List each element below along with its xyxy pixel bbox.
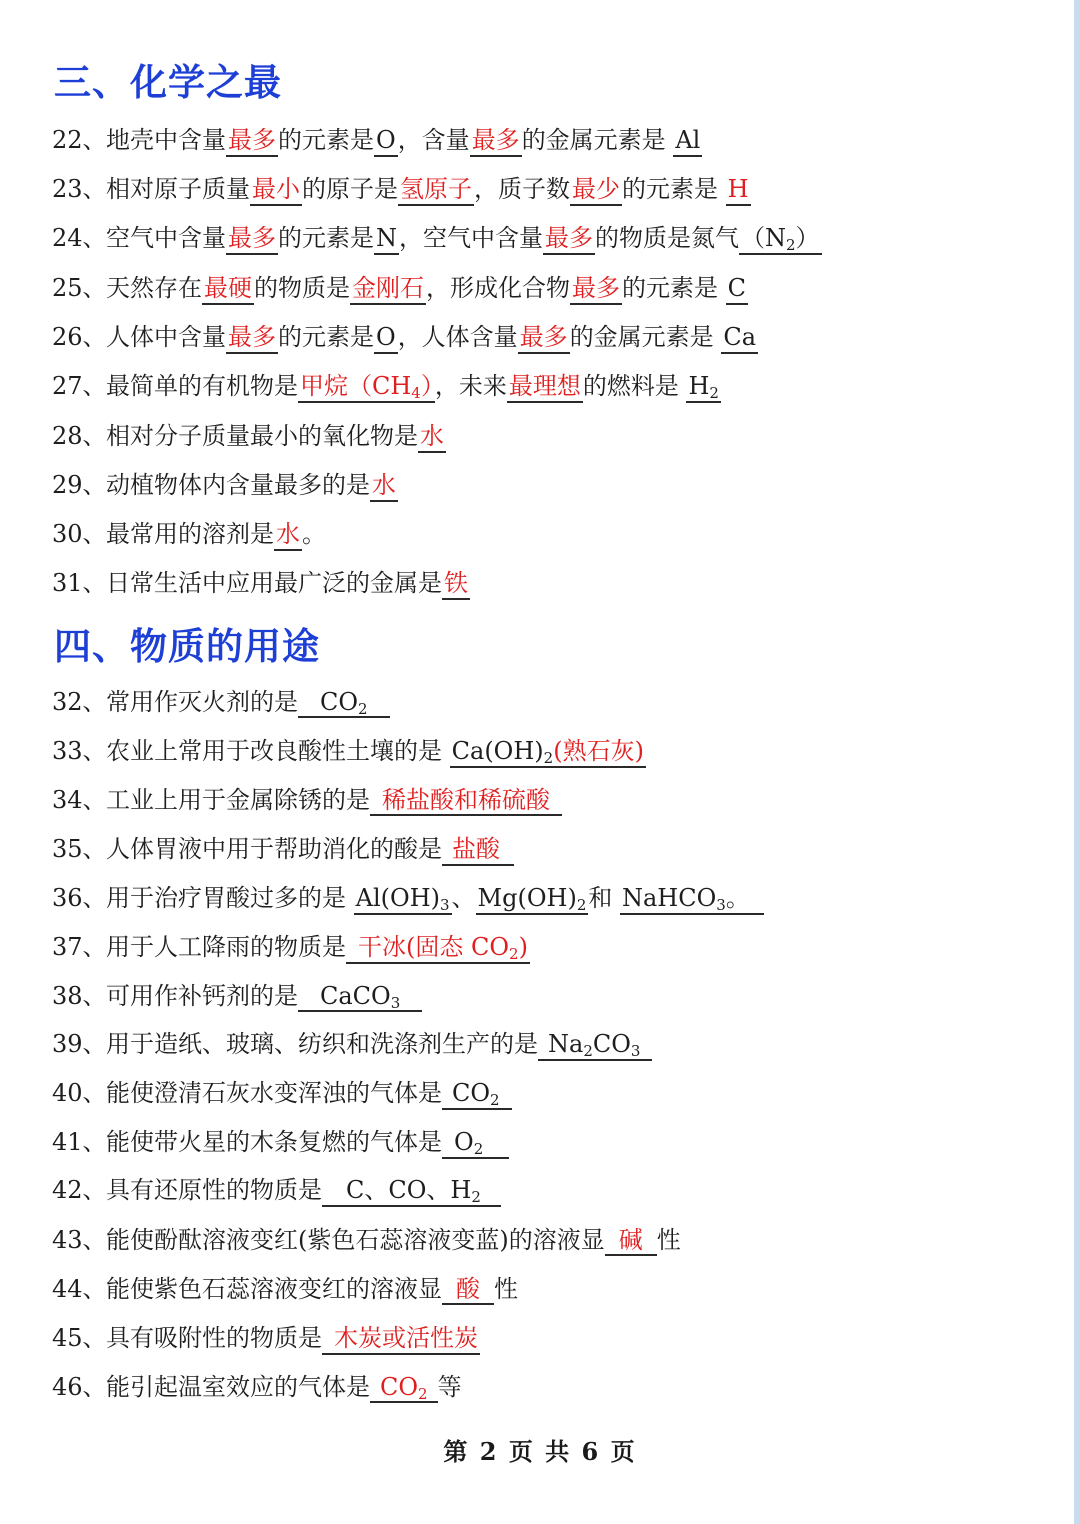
item-text: 相对原子质量 [106, 175, 250, 203]
item-text: 能使酚酞溶液变红(紫色石蕊溶液变蓝)的溶液显 [106, 1226, 605, 1254]
list-item [52, 167, 751, 211]
item-number: 36、 [52, 884, 107, 912]
list-item [52, 876, 764, 920]
item-text: 的元素是 [278, 224, 374, 252]
item-number: 38、 [52, 982, 107, 1010]
answer [298, 688, 390, 718]
formula-text: CO [592, 1030, 631, 1058]
answer: N [374, 224, 399, 255]
item-text: 的元素是 [278, 323, 374, 351]
list-item [52, 512, 326, 556]
list-item [52, 925, 530, 969]
formula-text: ） [420, 372, 433, 400]
list-item [52, 266, 748, 310]
item-text: 可用作补钙剂的是 [106, 982, 298, 1010]
subscript: 2 [543, 749, 554, 767]
formula-text: ） [795, 224, 820, 252]
item-text: 人体胃液中用于帮助消化的酸是 [106, 835, 442, 863]
answer: 木炭或活性炭 [322, 1324, 480, 1355]
item-text: 的物质是氮气 [595, 224, 739, 252]
item-number: 45、 [52, 1324, 107, 1352]
answer: 最多 [226, 323, 278, 354]
list-item [52, 1071, 512, 1115]
item-text: 能引起温室效应的气体是 [106, 1373, 370, 1401]
formula-text: NaHCO [622, 884, 717, 912]
list-item [52, 364, 721, 408]
formula-text: (熟石灰) [553, 737, 644, 765]
answer: O [374, 323, 398, 354]
item-text: 性 [656, 1226, 681, 1254]
item-text: 的燃料是 [582, 372, 679, 400]
item-text: 地壳中含量 [106, 126, 226, 154]
formula-text: CO [452, 1079, 491, 1107]
item-text: 空气中含量 [106, 224, 226, 252]
item-text: 用于治疗胃酸过多的是 [106, 884, 346, 912]
list-item [52, 827, 514, 871]
answer: 水 [274, 520, 302, 551]
item-text: 常用作灭火剂的是 [106, 688, 298, 716]
subscript: 3 [630, 1042, 641, 1060]
item-text: 天然存在 [106, 274, 202, 302]
item-text: ，质子数 [474, 175, 570, 203]
item-text: 日常生活中应用最广泛的金属是 [106, 569, 442, 597]
subscript: 2 [418, 1385, 428, 1403]
formula-text: O [454, 1128, 474, 1156]
answer [370, 1373, 438, 1403]
item-number: 35、 [52, 835, 107, 863]
item-text: ，含量 [397, 126, 470, 154]
formula-text: （N [741, 224, 786, 252]
item-text: 最简单的有机物是 [106, 372, 298, 400]
answer [354, 884, 452, 915]
item-number: 29、 [52, 471, 107, 499]
answer: 最多 [518, 323, 570, 354]
list-item [52, 118, 702, 162]
formula-text: CaCO [320, 982, 391, 1010]
formula-text: H [688, 372, 710, 400]
item-text: 动植物体内含量最多的是 [106, 471, 370, 499]
item-text: 的金属元素是 [521, 126, 666, 154]
formula-text: ) [518, 933, 528, 961]
formula-text: 干冰(固态 CO [358, 933, 510, 961]
item-number: 25、 [52, 274, 107, 302]
formula-text: Mg(OH) [477, 884, 577, 912]
subscript: 2 [786, 236, 796, 254]
answer [298, 982, 422, 1012]
subscript: 3 [439, 896, 450, 914]
answer [442, 1128, 509, 1159]
answer [298, 372, 435, 403]
item-text: ，形成化合物 [426, 274, 570, 302]
item-text: 具有吸附性的物质是 [106, 1324, 322, 1352]
answer [346, 933, 530, 964]
list-item [52, 561, 470, 605]
list-item [52, 315, 758, 359]
answer: 最多 [226, 126, 278, 157]
formula-text: CO [380, 1373, 419, 1401]
answer: 氢原子 [398, 175, 474, 206]
list-item [52, 974, 422, 1018]
item-number: 31、 [52, 569, 107, 597]
answer [476, 884, 589, 915]
item-text: 的元素是 [622, 175, 718, 203]
item-number: 43、 [52, 1226, 107, 1254]
subscript: 2 [709, 384, 719, 402]
answer: Al [673, 126, 702, 157]
list-item [52, 1022, 652, 1066]
item-number: 27、 [52, 372, 107, 400]
formula-text: C、CO、H [346, 1176, 472, 1204]
formula-text: Na [548, 1030, 584, 1058]
item-text: 的物质是 [254, 274, 350, 302]
answer: 最小 [250, 175, 302, 206]
item-text: 等 [437, 1373, 462, 1401]
item-text: 具有还原性的物质是 [106, 1176, 322, 1204]
answer: 最多 [226, 224, 278, 255]
subscript: 2 [490, 1091, 500, 1109]
item-text: 和 [588, 884, 613, 912]
subscript: 2 [473, 1140, 484, 1158]
item-text: ，空气中含量 [399, 224, 543, 252]
list-item [52, 1120, 509, 1164]
formula-text: CO [320, 688, 359, 716]
answer [538, 1030, 652, 1061]
item-text: 用于造纸、玻璃、纺织和洗涤剂生产的是 [106, 1030, 538, 1058]
answer: 最多 [570, 274, 622, 305]
item-number: 37、 [52, 933, 107, 961]
list-item [52, 216, 822, 260]
answer: H [726, 175, 751, 206]
subscript: 2 [576, 896, 587, 914]
subscript: 3 [716, 896, 726, 914]
answer: 水 [418, 422, 446, 453]
list-item [52, 778, 562, 822]
item-number: 40、 [52, 1079, 107, 1107]
answer: 最理想 [507, 372, 583, 403]
formula-text: 甲烷（CH [300, 372, 412, 400]
item-text: 能使紫色石蕊溶液变红的溶液显 [106, 1275, 442, 1303]
page-edge [1074, 0, 1080, 1524]
answer: C [726, 274, 748, 305]
answer: 最多 [470, 126, 522, 157]
item-number: 28、 [52, 422, 107, 450]
answer: 金刚石 [350, 274, 426, 305]
item-text: 用于人工降雨的物质是 [106, 933, 346, 961]
answer [450, 737, 646, 768]
answer [322, 1176, 501, 1207]
list-item [52, 414, 446, 458]
answer: 水 [370, 471, 398, 502]
item-text: 性 [494, 1275, 518, 1303]
item-number: 22、 [52, 126, 107, 154]
answer [620, 884, 764, 915]
item-number: 32、 [52, 688, 107, 716]
list-item [52, 463, 398, 507]
answer: 最少 [570, 175, 622, 206]
item-text: 农业上常用于改良酸性土壤的是 [106, 737, 442, 765]
answer [739, 224, 822, 255]
answer: 最多 [543, 224, 595, 255]
formula-text: 。 [725, 884, 750, 912]
answer: 稀盐酸和稀硫酸 [370, 786, 562, 816]
answer: Ca [721, 323, 758, 354]
item-text: 相对分子质量最小的氧化物是 [106, 422, 418, 450]
item-number: 42、 [52, 1176, 107, 1204]
item-number: 30、 [52, 520, 107, 548]
list-item [52, 729, 646, 773]
subscript: 3 [390, 994, 401, 1012]
subscript: 2 [509, 945, 519, 963]
item-text: 能使带火星的木条复燃的气体是 [106, 1128, 442, 1156]
item-number: 44、 [52, 1275, 107, 1303]
item-text: 能使澄清石灰水变浑浊的气体是 [106, 1079, 442, 1107]
item-text: 的元素是 [622, 274, 718, 302]
answer [686, 372, 720, 403]
answer: 铁 [442, 569, 470, 600]
list-item [52, 1168, 501, 1212]
list-item [52, 1267, 518, 1311]
answer: 碱 [605, 1226, 657, 1256]
item-text: 的金属元素是 [569, 323, 714, 351]
list-item [52, 1218, 681, 1262]
item-text: 。 [302, 520, 326, 548]
item-number: 41、 [52, 1128, 107, 1156]
item-number: 33、 [52, 737, 107, 765]
list-item [52, 1365, 462, 1409]
list-item [52, 680, 390, 724]
section-heading-4: 四、物质的用途 [54, 625, 320, 668]
item-number: 46、 [52, 1373, 107, 1401]
item-text: 最常用的溶剂是 [106, 520, 274, 548]
item-text: 、 [451, 884, 476, 912]
item-text: 的元素是 [278, 126, 374, 154]
subscript: 4 [411, 384, 421, 402]
list-item [52, 1316, 480, 1360]
subscript: 2 [583, 1042, 593, 1060]
item-number: 34、 [52, 786, 107, 814]
formula-text: Ca(OH) [451, 737, 544, 765]
subscript: 2 [358, 700, 368, 718]
answer: 盐酸 [442, 835, 514, 866]
answer: O [374, 126, 398, 157]
item-text: 工业上用于金属除锈的是 [106, 786, 370, 814]
item-number: 24、 [52, 224, 107, 252]
answer: 最硬 [202, 274, 254, 305]
answer [442, 1079, 512, 1110]
item-text: ，未来 [434, 372, 507, 400]
item-number: 26、 [52, 323, 107, 351]
item-number: 23、 [52, 175, 107, 203]
item-text: ，人体含量 [397, 323, 518, 351]
item-text: 的原子是 [302, 175, 398, 203]
formula-text: Al(OH) [355, 884, 440, 912]
page-footer: 第 2 页 共 6 页 [443, 1437, 637, 1466]
section-heading-3: 三、化学之最 [54, 61, 282, 104]
subscript: 2 [471, 1188, 481, 1206]
answer: 酸 [442, 1275, 494, 1305]
item-number: 39、 [52, 1030, 107, 1058]
item-text: 人体中含量 [106, 323, 226, 351]
